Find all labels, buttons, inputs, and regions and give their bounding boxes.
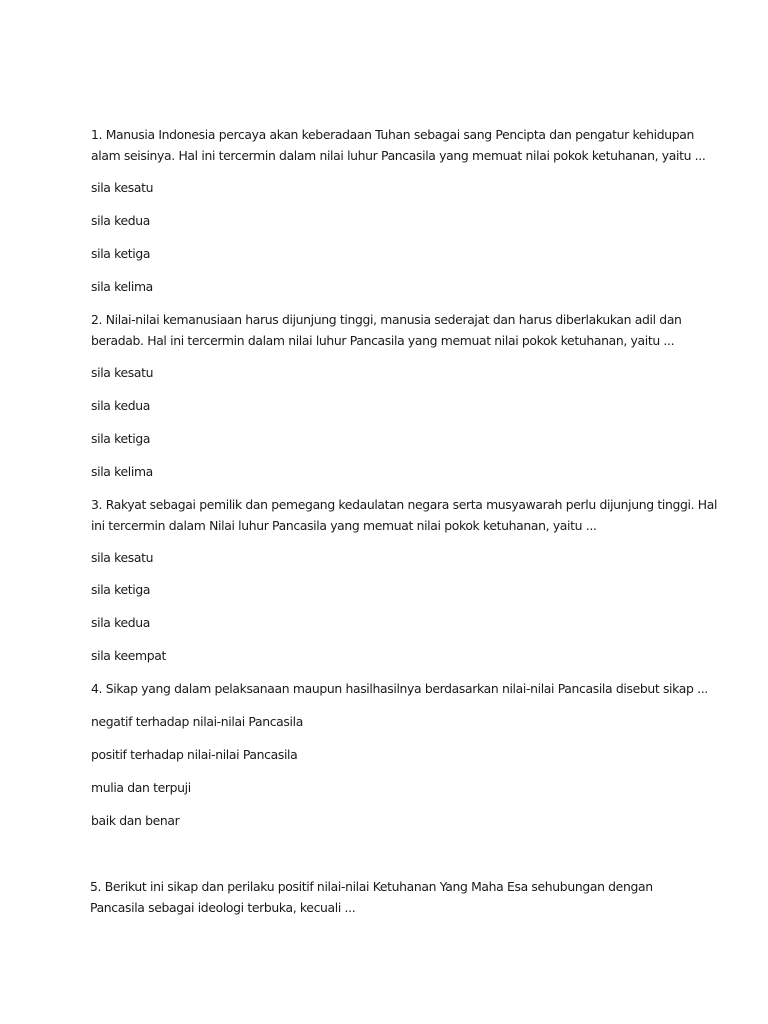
question-3-option: sila ketiga xyxy=(91,582,151,597)
question-3-option: sila keempat xyxy=(91,648,167,663)
question-line: 5. Berikut ini sikap dan perilaku positif nilai-nilai Ketuhanan Yang Maha Esa sehubungan dengan xyxy=(90,879,653,894)
question-2-option: sila ketiga xyxy=(91,431,151,446)
question-3-option: sila kesatu xyxy=(91,550,154,565)
question-line: 1. Manusia Indonesia percaya akan keberadaan Tuhan sebagai sang Pencipta dan pengatur kehidupan xyxy=(91,127,695,142)
question-line: beradab. Hal ini tercermin dalam nilai luhur Pancasila yang memuat nilai pokok ketuhanan, yaitu ... xyxy=(91,333,675,348)
question-2-option: sila kesatu xyxy=(91,365,154,380)
question-line: alam seisinya. Hal ini tercermin dalam nilai luhur Pancasila yang memuat nilai pokok ketuhanan, yaitu ... xyxy=(91,148,706,163)
question-1-option: sila kesatu xyxy=(91,180,154,195)
question-4-text xyxy=(91,678,708,699)
question-line: 3. Rakyat sebagai pemilik dan pemegang kedaulatan negara serta musyawarah perlu dijunjung tinggi. Hal xyxy=(91,497,718,512)
question-4-option: positif terhadap nilai-nilai Pancasila xyxy=(91,747,298,762)
question-line: 4. Sikap yang dalam pelaksanaan maupun hasilhasilnya berdasarkan nilai-nilai Pancasila disebut sikap ... xyxy=(91,681,708,696)
question-2-option: sila kelima xyxy=(91,464,153,479)
question-4-option: negatif terhadap nilai-nilai Pancasila xyxy=(91,714,303,729)
question-line: Pancasila sebagai ideologi terbuka, kecuali ... xyxy=(90,900,356,915)
question-1-option: sila kedua xyxy=(91,213,151,228)
question-4-option: baik dan benar xyxy=(91,813,180,828)
question-1-text xyxy=(91,124,706,166)
question-1-option: sila ketiga xyxy=(91,246,151,261)
question-1-option: sila kelima xyxy=(91,279,153,294)
question-3-text xyxy=(91,494,718,536)
question-3-option: sila kedua xyxy=(91,615,151,630)
question-5-text xyxy=(90,876,690,918)
question-line: 2. Nilai-nilai kemanusiaan harus dijunjung tinggi, manusia sederajat dan harus diberlakukan adil dan xyxy=(91,312,682,327)
question-2-option: sila kedua xyxy=(91,398,151,413)
question-4-option: mulia dan terpuji xyxy=(91,780,191,795)
question-line: ini tercermin dalam Nilai luhur Pancasila yang memuat nilai pokok ketuhanan, yaitu ... xyxy=(91,518,597,533)
question-2-text xyxy=(91,309,691,351)
